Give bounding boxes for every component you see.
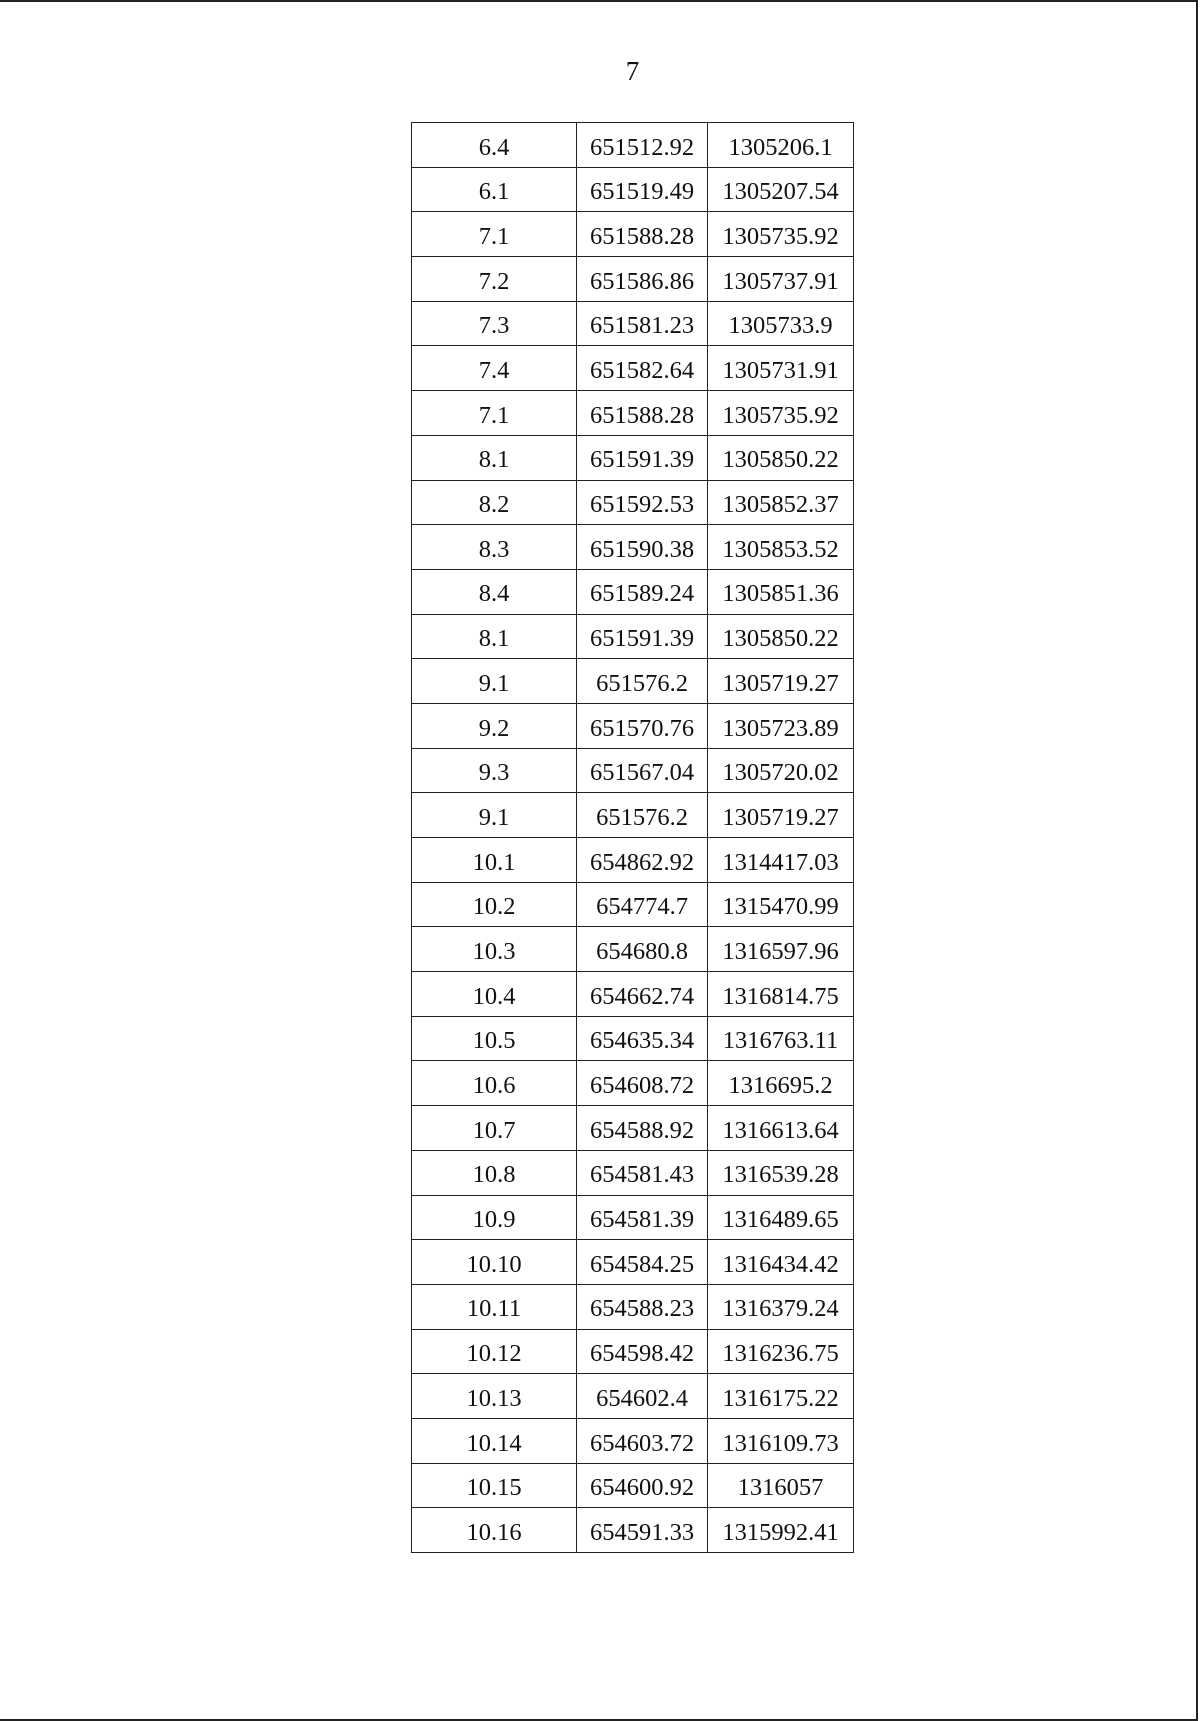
table-row xyxy=(412,1106,854,1151)
y-coordinate-cell: 1305723.89 xyxy=(708,703,854,748)
table-row xyxy=(412,1508,854,1553)
y-coordinate-cell: 1305737.91 xyxy=(708,257,854,302)
table-row xyxy=(412,838,854,883)
point-cell: 7.1 xyxy=(412,212,577,257)
x-coordinate-cell: 651591.39 xyxy=(577,435,708,480)
x-coordinate-cell: 654588.23 xyxy=(577,1284,708,1329)
y-coordinate-cell: 1305207.54 xyxy=(708,167,854,212)
y-coordinate-cell: 1316613.64 xyxy=(708,1106,854,1151)
table-row xyxy=(412,1374,854,1419)
point-cell: 8.3 xyxy=(412,525,577,570)
x-coordinate-cell: 651581.23 xyxy=(577,301,708,346)
coordinates-table-body xyxy=(412,123,854,1553)
table-row xyxy=(412,212,854,257)
y-coordinate-cell: 1305852.37 xyxy=(708,480,854,525)
table-row xyxy=(412,257,854,302)
y-coordinate-cell: 1314417.03 xyxy=(708,838,854,883)
x-coordinate-cell: 651519.49 xyxy=(577,167,708,212)
x-coordinate-cell: 651589.24 xyxy=(577,569,708,614)
table-row xyxy=(412,703,854,748)
y-coordinate-cell: 1316489.65 xyxy=(708,1195,854,1240)
y-coordinate-cell: 1305853.52 xyxy=(708,525,854,570)
y-coordinate-cell: 1316236.75 xyxy=(708,1329,854,1374)
x-coordinate-cell: 651588.28 xyxy=(577,212,708,257)
y-coordinate-cell: 1305719.27 xyxy=(708,659,854,704)
point-cell: 8.2 xyxy=(412,480,577,525)
table-row xyxy=(412,927,854,972)
point-cell: 10.9 xyxy=(412,1195,577,1240)
point-cell: 10.4 xyxy=(412,972,577,1017)
table-row xyxy=(412,659,854,704)
x-coordinate-cell: 654581.39 xyxy=(577,1195,708,1240)
table-row xyxy=(412,346,854,391)
point-cell: 10.8 xyxy=(412,1150,577,1195)
y-coordinate-cell: 1316597.96 xyxy=(708,927,854,972)
point-cell: 8.1 xyxy=(412,614,577,659)
point-cell: 7.3 xyxy=(412,301,577,346)
point-cell: 7.1 xyxy=(412,391,577,436)
point-cell: 10.3 xyxy=(412,927,577,972)
x-coordinate-cell: 654635.34 xyxy=(577,1016,708,1061)
table-row xyxy=(412,123,854,168)
x-coordinate-cell: 654588.92 xyxy=(577,1106,708,1151)
table-row xyxy=(412,301,854,346)
y-coordinate-cell: 1305850.22 xyxy=(708,435,854,480)
point-cell: 10.16 xyxy=(412,1508,577,1553)
point-cell: 10.15 xyxy=(412,1463,577,1508)
point-cell: 10.6 xyxy=(412,1061,577,1106)
x-coordinate-cell: 654774.7 xyxy=(577,882,708,927)
y-coordinate-cell: 1305851.36 xyxy=(708,569,854,614)
y-coordinate-cell: 1316175.22 xyxy=(708,1374,854,1419)
point-cell: 6.1 xyxy=(412,167,577,212)
y-coordinate-cell: 1316763.11 xyxy=(708,1016,854,1061)
table-row xyxy=(412,167,854,212)
x-coordinate-cell: 651512.92 xyxy=(577,123,708,168)
x-coordinate-cell: 651590.38 xyxy=(577,525,708,570)
x-coordinate-cell: 651586.86 xyxy=(577,257,708,302)
y-coordinate-cell: 1316814.75 xyxy=(708,972,854,1017)
table-row xyxy=(412,435,854,480)
table-row xyxy=(412,614,854,659)
x-coordinate-cell: 654608.72 xyxy=(577,1061,708,1106)
table-row xyxy=(412,882,854,927)
x-coordinate-cell: 651576.2 xyxy=(577,659,708,704)
x-coordinate-cell: 654591.33 xyxy=(577,1508,708,1553)
point-cell: 6.4 xyxy=(412,123,577,168)
table-row xyxy=(412,1284,854,1329)
y-coordinate-cell: 1315470.99 xyxy=(708,882,854,927)
table-row xyxy=(412,1150,854,1195)
table-row xyxy=(412,569,854,614)
x-coordinate-cell: 651582.64 xyxy=(577,346,708,391)
table-row xyxy=(412,1240,854,1285)
x-coordinate-cell: 654680.8 xyxy=(577,927,708,972)
point-cell: 9.2 xyxy=(412,703,577,748)
y-coordinate-cell: 1305731.91 xyxy=(708,346,854,391)
y-coordinate-cell: 1316434.42 xyxy=(708,1240,854,1285)
point-cell: 8.1 xyxy=(412,435,577,480)
point-cell: 10.2 xyxy=(412,882,577,927)
point-cell: 7.4 xyxy=(412,346,577,391)
y-coordinate-cell: 1316695.2 xyxy=(708,1061,854,1106)
table-row xyxy=(412,972,854,1017)
x-coordinate-cell: 654584.25 xyxy=(577,1240,708,1285)
y-coordinate-cell: 1305719.27 xyxy=(708,793,854,838)
x-coordinate-cell: 654862.92 xyxy=(577,838,708,883)
table-row xyxy=(412,1418,854,1463)
x-coordinate-cell: 654603.72 xyxy=(577,1418,708,1463)
y-coordinate-cell: 1316379.24 xyxy=(708,1284,854,1329)
y-coordinate-cell: 1305735.92 xyxy=(708,212,854,257)
y-coordinate-cell: 1305720.02 xyxy=(708,748,854,793)
y-coordinate-cell: 1305850.22 xyxy=(708,614,854,659)
point-cell: 8.4 xyxy=(412,569,577,614)
table-row xyxy=(412,1195,854,1240)
x-coordinate-cell: 651570.76 xyxy=(577,703,708,748)
point-cell: 10.10 xyxy=(412,1240,577,1285)
point-cell: 10.12 xyxy=(412,1329,577,1374)
x-coordinate-cell: 651567.04 xyxy=(577,748,708,793)
point-cell: 9.1 xyxy=(412,793,577,838)
x-coordinate-cell: 651588.28 xyxy=(577,391,708,436)
table-row xyxy=(412,1329,854,1374)
y-coordinate-cell: 1316109.73 xyxy=(708,1418,854,1463)
x-coordinate-cell: 654598.42 xyxy=(577,1329,708,1374)
y-coordinate-cell: 1305733.9 xyxy=(708,301,854,346)
y-coordinate-cell: 1305735.92 xyxy=(708,391,854,436)
point-cell: 10.13 xyxy=(412,1374,577,1419)
table-row xyxy=(412,748,854,793)
point-cell: 7.2 xyxy=(412,257,577,302)
point-cell: 10.5 xyxy=(412,1016,577,1061)
x-coordinate-cell: 651592.53 xyxy=(577,480,708,525)
point-cell: 10.11 xyxy=(412,1284,577,1329)
y-coordinate-cell: 1316057 xyxy=(708,1463,854,1508)
point-cell: 9.3 xyxy=(412,748,577,793)
x-coordinate-cell: 651576.2 xyxy=(577,793,708,838)
coordinates-table xyxy=(411,122,854,1553)
table-row xyxy=(412,525,854,570)
y-coordinate-cell: 1316539.28 xyxy=(708,1150,854,1195)
point-cell: 10.14 xyxy=(412,1418,577,1463)
x-coordinate-cell: 654600.92 xyxy=(577,1463,708,1508)
x-coordinate-cell: 654662.74 xyxy=(577,972,708,1017)
point-cell: 10.7 xyxy=(412,1106,577,1151)
page-number: 7 xyxy=(625,56,640,86)
point-cell: 10.1 xyxy=(412,838,577,883)
table-row xyxy=(412,391,854,436)
table-row xyxy=(412,1016,854,1061)
table-row xyxy=(412,793,854,838)
y-coordinate-cell: 1305206.1 xyxy=(708,123,854,168)
x-coordinate-cell: 651591.39 xyxy=(577,614,708,659)
y-coordinate-cell: 1315992.41 xyxy=(708,1508,854,1553)
x-coordinate-cell: 654602.4 xyxy=(577,1374,708,1419)
table-row xyxy=(412,480,854,525)
point-cell: 9.1 xyxy=(412,659,577,704)
table-row xyxy=(412,1463,854,1508)
x-coordinate-cell: 654581.43 xyxy=(577,1150,708,1195)
table-row xyxy=(412,1061,854,1106)
